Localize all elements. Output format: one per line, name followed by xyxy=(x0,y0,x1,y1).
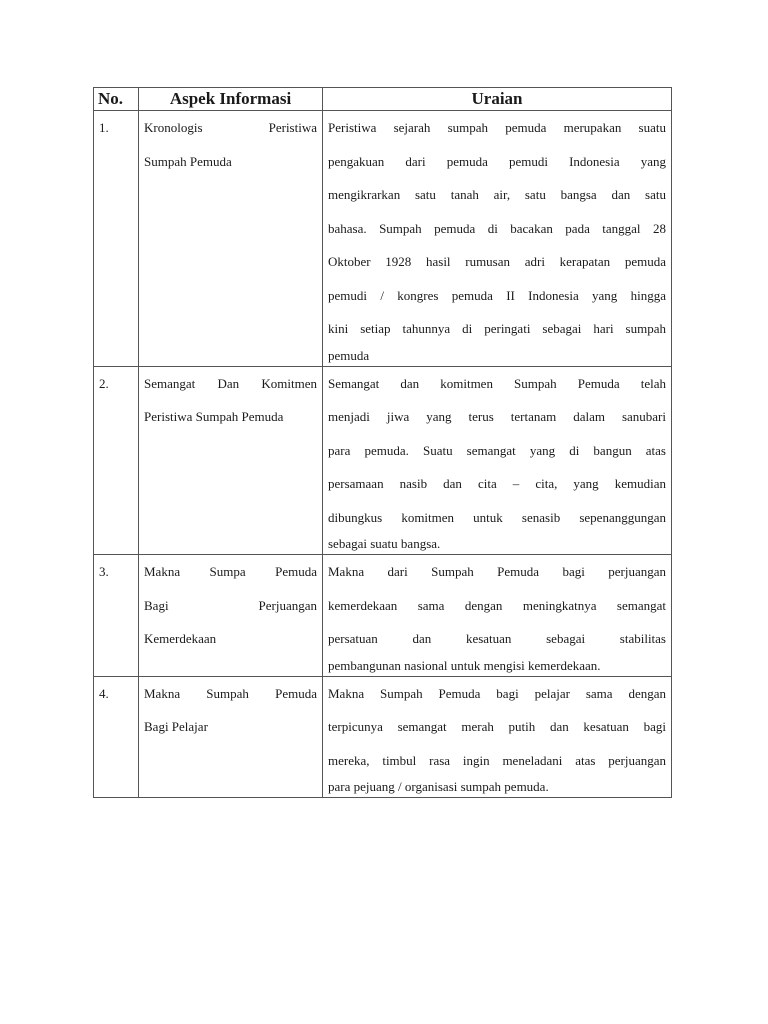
aspek-cell xyxy=(139,366,323,555)
table-row xyxy=(94,676,672,798)
uraian-cell-line: para pejuang / organisasi sumpah pemuda. xyxy=(328,779,549,794)
aspek-cell-line: Kronologis Peristiwa xyxy=(144,120,317,135)
header-uraian: Uraian xyxy=(323,88,672,111)
uraian-cell-line: pembangunan nasional untuk mengisi kemerdekaan. xyxy=(328,657,601,673)
table-header-row xyxy=(94,88,672,111)
uraian-cell-line: Semangat dan komitmen Sumpah Pemuda telah xyxy=(328,375,666,391)
uraian-cell-line: persamaan nasib dan cita – cita, yang kemudian xyxy=(328,476,666,491)
table-row xyxy=(94,111,672,367)
aspek-cell xyxy=(139,676,323,798)
uraian-cell-line: persatuan dan kesatuan sebagai stabilitas xyxy=(328,631,666,646)
header-no: No. xyxy=(94,88,139,111)
uraian-cell-line: pemuda xyxy=(328,347,370,363)
uraian-cell xyxy=(323,366,672,555)
uraian-cell-line: para pemuda. Suatu semangat yang di bangun atas xyxy=(328,442,666,458)
uraian-cell-line: Makna dari Sumpah Pemuda bagi perjuangan xyxy=(328,564,666,579)
uraian-cell xyxy=(323,111,672,367)
uraian-cell-line: pemudi / kongres pemuda II Indonesia yang hingga xyxy=(328,287,666,303)
table-row xyxy=(94,366,672,555)
aspek-cell-line: Semangat Dan Komitmen xyxy=(144,375,317,391)
uraian-cell xyxy=(323,676,672,798)
uraian-cell xyxy=(323,555,672,677)
table-row xyxy=(94,555,672,677)
aspek-cell-line: Makna Sumpah Pemuda xyxy=(144,685,317,701)
aspek-cell xyxy=(139,555,323,677)
uraian-cell-line: pengakuan dari pemuda pemudi Indonesia yang xyxy=(328,153,666,169)
row-number: 3. xyxy=(94,555,139,677)
uraian-cell-line: Peristiwa sejarah sumpah pemuda merupakan suatu xyxy=(328,120,666,135)
aspek-cell xyxy=(139,111,323,367)
aspek-cell-line: Peristiwa Sumpah Pemuda xyxy=(144,409,284,424)
uraian-cell-line: Makna Sumpah Pemuda bagi pelajar sama dengan xyxy=(328,685,666,701)
row-number: 2. xyxy=(94,366,139,555)
uraian-cell-line: sebagai suatu bangsa. xyxy=(328,536,441,551)
uraian-cell-line: kini setiap tahunnya di peringati sebagai hari sumpah xyxy=(328,321,666,336)
aspek-cell-line: Bagi Pelajar xyxy=(144,719,208,734)
uraian-cell-line: dibungkus komitmen untuk senasib sepenanggungan xyxy=(328,509,666,525)
uraian-cell-line: bahasa. Sumpah pemuda di bacakan pada tanggal 28 xyxy=(328,220,666,236)
uraian-cell-line: terpicunya semangat merah putih dan kesatuan bagi xyxy=(328,719,666,734)
uraian-cell-line: Oktober 1928 hasil rumusan adri kerapatan pemuda xyxy=(328,254,666,269)
aspek-cell-line: Kemerdekaan xyxy=(144,631,217,646)
information-table xyxy=(93,87,672,798)
uraian-cell-line: kemerdekaan sama dengan meningkatnya semangat xyxy=(328,597,666,613)
uraian-cell-line: menjadi jiwa yang terus tertanam dalam sanubari xyxy=(328,409,666,424)
aspek-cell-line: Bagi Perjuangan xyxy=(144,597,317,613)
aspek-cell-line: Makna Sumpa Pemuda xyxy=(144,564,317,579)
row-number: 4. xyxy=(94,676,139,798)
uraian-cell-line: mereka, timbul rasa ingin meneladani atas perjuangan xyxy=(328,752,666,768)
header-aspek: Aspek Informasi xyxy=(139,88,323,111)
row-number: 1. xyxy=(94,111,139,367)
aspek-cell-line: Sumpah Pemuda xyxy=(144,153,232,169)
uraian-cell-line: mengikrarkan satu tanah air, satu bangsa dan satu xyxy=(328,187,666,202)
